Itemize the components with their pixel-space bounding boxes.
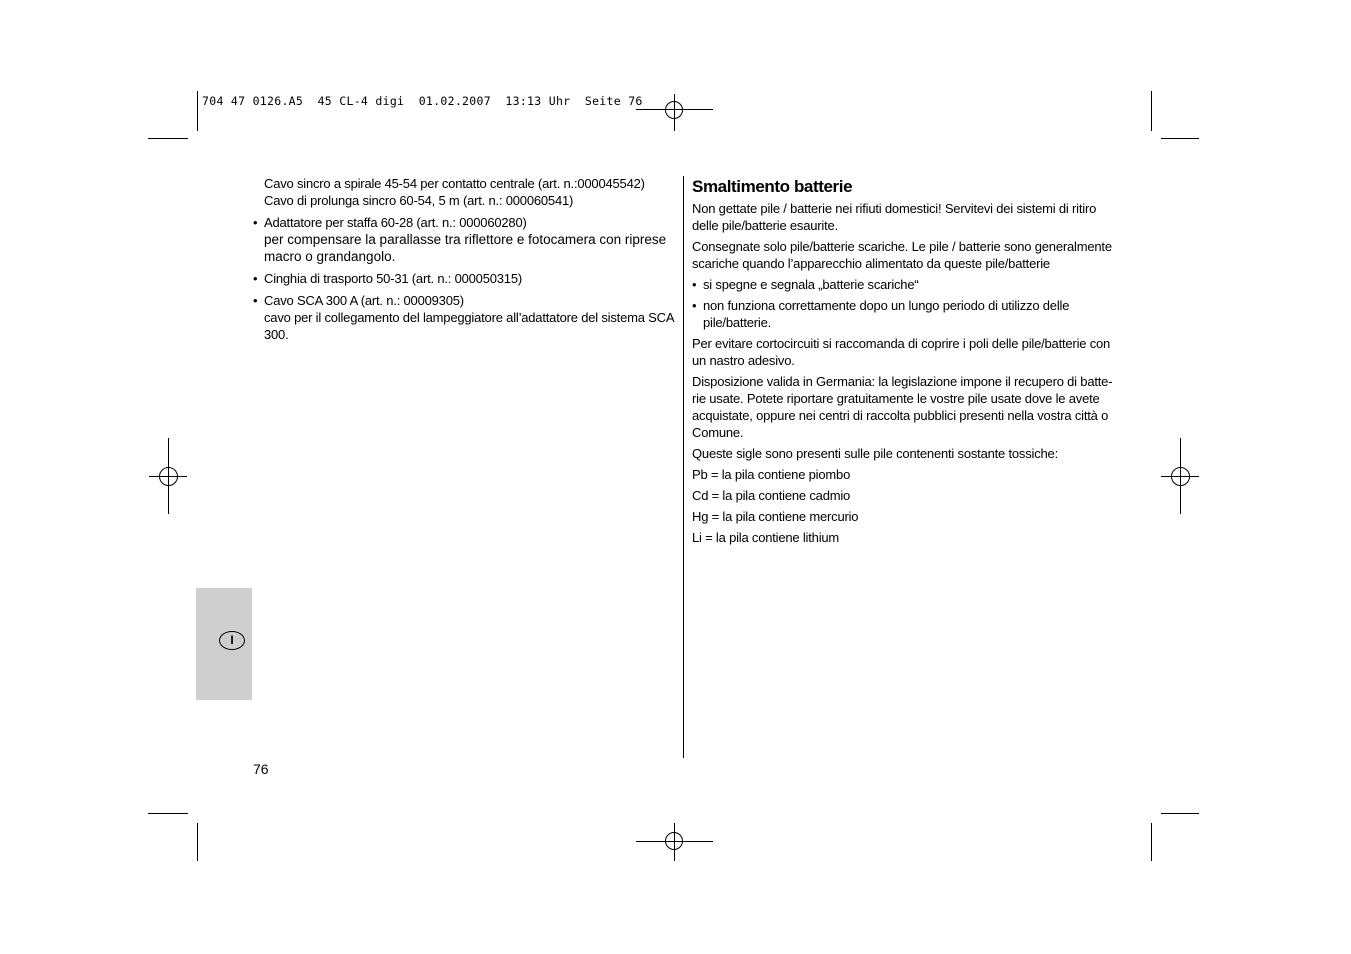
page-number: 76 [253,761,269,777]
bullet: • [692,277,697,292]
bullet: • [253,215,258,230]
bullet-item [692,297,1122,331]
left-column [250,175,680,343]
accessory-detail: cavo per il collegamento del lampeggiatore all’adattatore del sistema SCA 300. [264,310,674,342]
intro-line: Cavo sincro a spirale 45-54 per contatto centrale (art. n.:000045542) [264,176,645,191]
accessory-title: Adattatore per staffa 60-28 (art. n.: 000060280) [264,215,527,230]
accessory-item [250,270,680,287]
code-line: Pb = la pila contiene piombo [692,467,851,482]
bullet: • [253,271,258,286]
paragraph: Per evitare cortocircuiti si raccomanda di coprire i poli delle pile/batterie con un nastro adesivo. [692,336,1111,368]
accessory-title: Cavo SCA 300 A (art. n.: 00009305) [264,293,464,308]
bullet-text: non funziona correttamente dopo un lungo periodo di utilizzo delle pile/batterie. [703,298,1070,330]
paragraph: Consegnate solo pile/batterie scariche. Le pile / batterie sono generalmente scariche quando l’apparecchio alimentato da queste pile/batterie [692,239,1112,271]
intro-line: Cavo di prolunga sincro 60-54, 5 m (art. n.: 000060541) [264,193,574,208]
bullet-text: si spegne e segnala „batterie scariche“ [703,277,919,292]
accessory-title: Cinghia di trasporto 50-31 (art. n.: 000050315) [264,271,522,286]
language-badge: I [219,631,245,650]
right-column [692,176,1122,550]
code-line: Li = la pila contiene lithium [692,530,840,545]
language-tab [196,588,252,700]
accessory-item [250,214,680,265]
bullet: • [253,293,258,308]
print-header: 704 47 0126.A5 45 CL-4 digi 01.02.2007 13:13 Uhr Seite 76 [202,94,643,108]
paragraph: Non gettate pile / batterie nei rifiuti domestici! Servitevi dei sistemi di ritiro delle pile/batterie esaurite. [692,201,1097,233]
accessory-detail: per compensare la parallasse tra riflettore e fotocamera con riprese macro o grandangolo. [264,232,667,264]
paragraph: Queste sigle sono presenti sulle pile contenenti sostante tossiche: [692,446,1058,461]
code-line: Hg = la pila contiene mercurio [692,509,859,524]
bullet-item [692,276,1122,293]
bullet: • [692,298,697,313]
paragraph: Disposizione valida in Germania: la legislazione impone il recupero di batte-rie usate. Potete riportare gratuitamente le vostre pile usate dove le avete acquistate, oppure nei centri di raccolta pubblici presenti nella vostra città o Comune. [692,374,1113,440]
code-line: Cd = la pila contiene cadmio [692,488,851,503]
column-divider [683,176,684,758]
section-heading: Smaltimento batterie [692,177,853,196]
accessory-item [250,292,680,343]
